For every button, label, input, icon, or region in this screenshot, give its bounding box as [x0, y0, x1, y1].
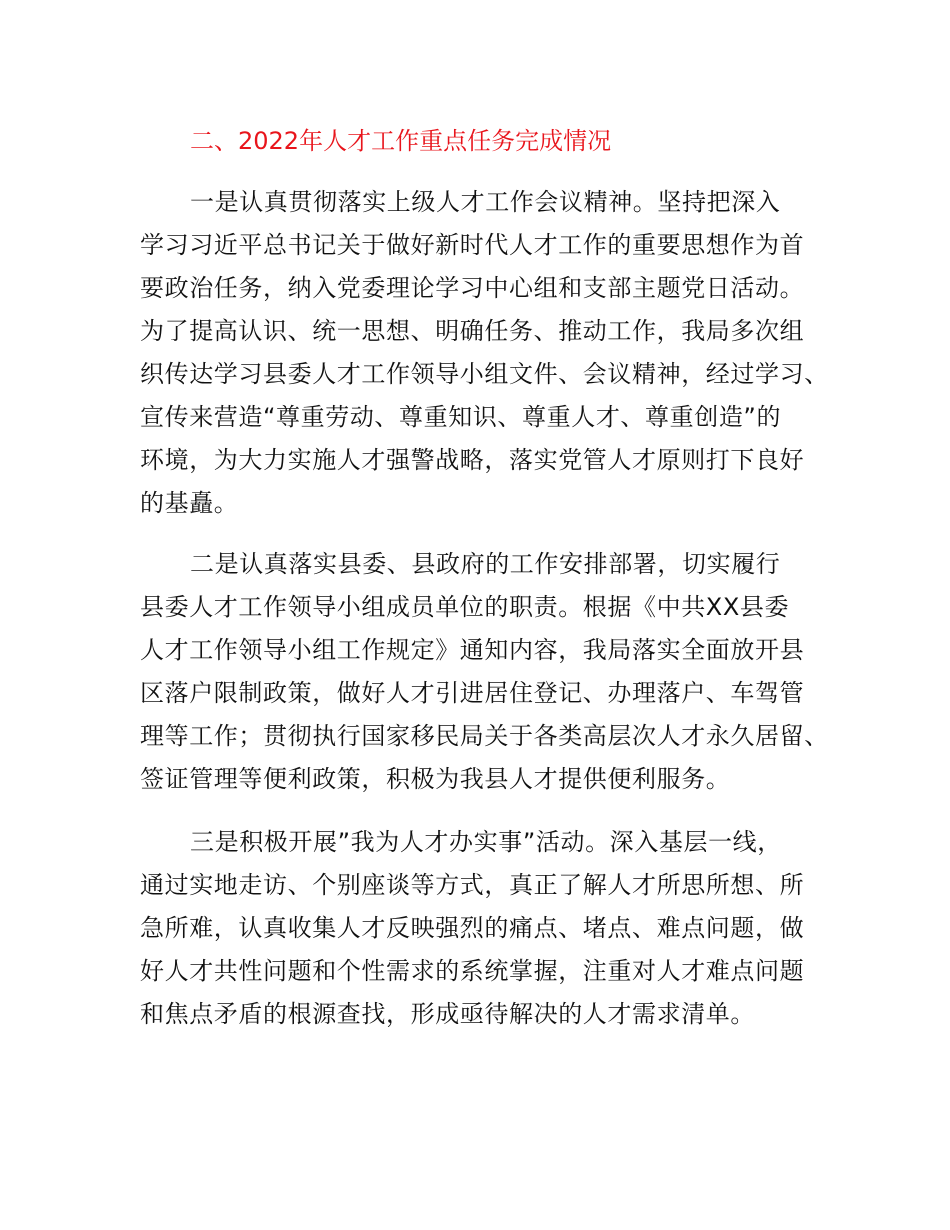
text-line: 好人才共性问题和个性需求的系统掌握，注重对人才难点问题: [140, 957, 805, 985]
text-line: 环境，为大力实施人才强警战略，落实党管人才原则打下良好: [140, 446, 805, 474]
text-line: 二是认真落实县委、县政府的工作安排部署，切实履行: [190, 550, 781, 578]
text-line: 宣传来营造“尊重劳动、尊重知识、尊重人才、尊重创造”的: [140, 403, 782, 431]
text-line: 县委人才工作领导小组成员单位的职责。根据《中共XX县委: [140, 593, 790, 621]
paragraph-1: [140, 181, 860, 525]
paragraph-2: [140, 543, 860, 801]
text-line: 和焦点矛盾的根源查找，形成亟待解决的人才需求清单。: [140, 1000, 755, 1028]
text-line: 学习习近平总书记关于做好新时代人才工作的重要思想作为首: [140, 231, 805, 259]
text-line: 一是认真贯彻落实上级人才工作会议精神。坚持把深入: [190, 188, 781, 216]
paragraph-3: [140, 821, 860, 1036]
text-line: 急所难，认真收集人才反映强烈的痛点、堵点、难点问题，做: [140, 914, 805, 942]
text-line: 三是积极开展”我为人才办实事”活动。深入基层一线，: [190, 828, 782, 856]
text-line: 为了提高认识、统一思想、明确任务、推动工作，我局多次组: [140, 317, 805, 345]
text-line: 人才工作领导小组工作规定》通知内容，我局落实全面放开县: [140, 636, 805, 664]
text-line: 理等工作；贯彻执行国家移民局关于各类高层次人才永久居留、: [140, 722, 829, 750]
text-line: 签证管理等便利政策，积极为我县人才提供便利服务。: [140, 765, 731, 793]
text-line: 织传达学习县委人才工作领导小组文件、会议精神，经过学习、: [140, 360, 829, 388]
text-line: 的基矗。: [140, 489, 239, 517]
text-line: 区落户限制政策，做好人才引进居住登记、办理落户、车驾管: [140, 679, 805, 707]
text-line: 通过实地走访、个别座谈等方式，真正了解人才所思所想、所: [140, 871, 805, 899]
text-line: 要政治任务，纳入党委理论学习中心组和支部主题党日活动。: [140, 274, 805, 302]
section-heading: 二、2022年人才工作重点任务完成情况: [190, 127, 612, 155]
